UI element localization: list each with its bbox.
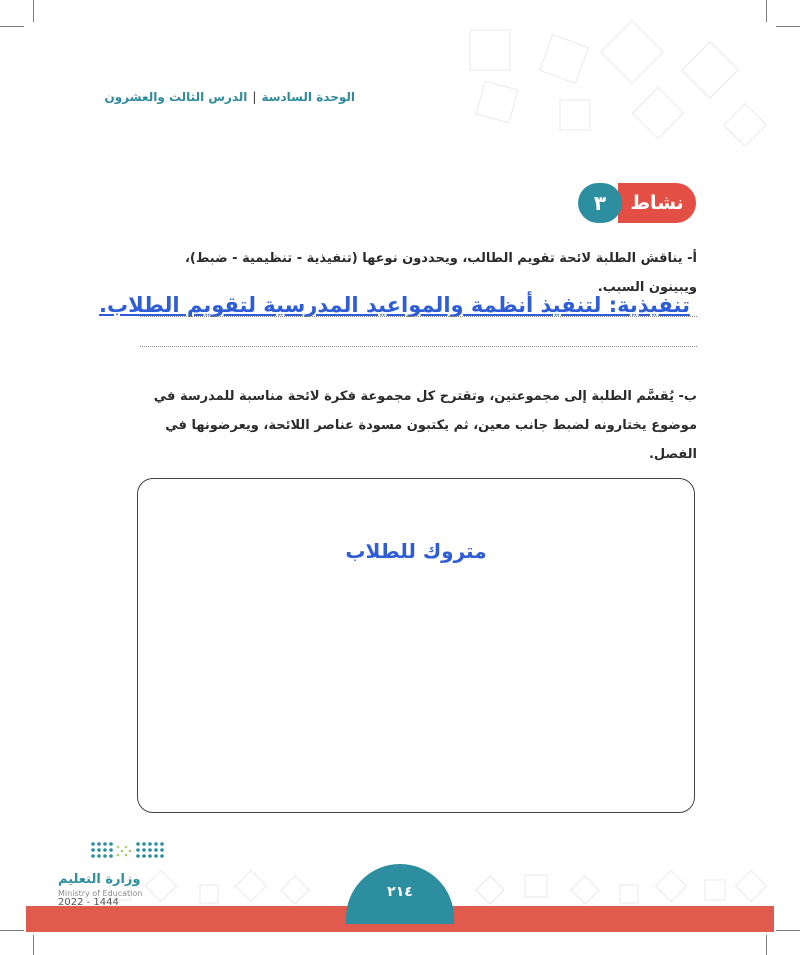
part-a-line2: ويبينون السبب. [597, 280, 697, 295]
crop-mark [776, 26, 800, 27]
part-a-answer: تنفيذية: لتنفيذ أنظمة والمواعيد المدرسية لتقويم الطلاب. [99, 293, 690, 317]
unit-label: الوحدة السادسة [261, 90, 355, 104]
activity-label: نشاط [618, 183, 696, 223]
breadcrumb-separator: | [252, 90, 257, 104]
part-b-line1: ب- يُقسَّم الطلبة إلى مجموعتين، وتقترح كل مجموعة فكرة لائحة مناسبة للمدرسة في [153, 389, 697, 404]
page-number: ٢١٤ [346, 864, 454, 924]
activity-badge [578, 183, 696, 223]
part-b-question [132, 382, 697, 469]
crop-mark [0, 26, 24, 27]
part-b-line3: الفصل. [648, 447, 697, 462]
crop-mark [766, 935, 767, 955]
crop-mark [33, 0, 34, 22]
answer-line [140, 346, 697, 347]
breadcrumb [105, 90, 355, 104]
ministry-name-en: Ministry of Education [58, 889, 143, 898]
crop-mark [766, 0, 767, 22]
crop-mark [776, 930, 800, 931]
part-b-line2: موضوع يختارونه لضبط جانب معين، ثم يكتبون مسودة عناصر اللائحة، ويعرضونها في [165, 418, 697, 433]
activity-number: ٣ [578, 183, 622, 223]
ministry-name: وزارة التعليم [58, 872, 141, 887]
crop-mark [33, 935, 34, 955]
answer-line [140, 316, 697, 317]
lesson-label: الدرس الثالث والعشرون [104, 90, 248, 104]
edition-year: 2022 - 1444 [58, 897, 119, 908]
crop-mark [0, 930, 24, 931]
part-a-line1: أ- يناقش الطلبة لائحة تقويم الطالب، ويحددون نوعها (تنفيذية - تنظيمية - ضبط)، [184, 251, 697, 266]
answer-box [137, 478, 695, 813]
answer-box-text: متروك للطلاب [345, 539, 487, 563]
